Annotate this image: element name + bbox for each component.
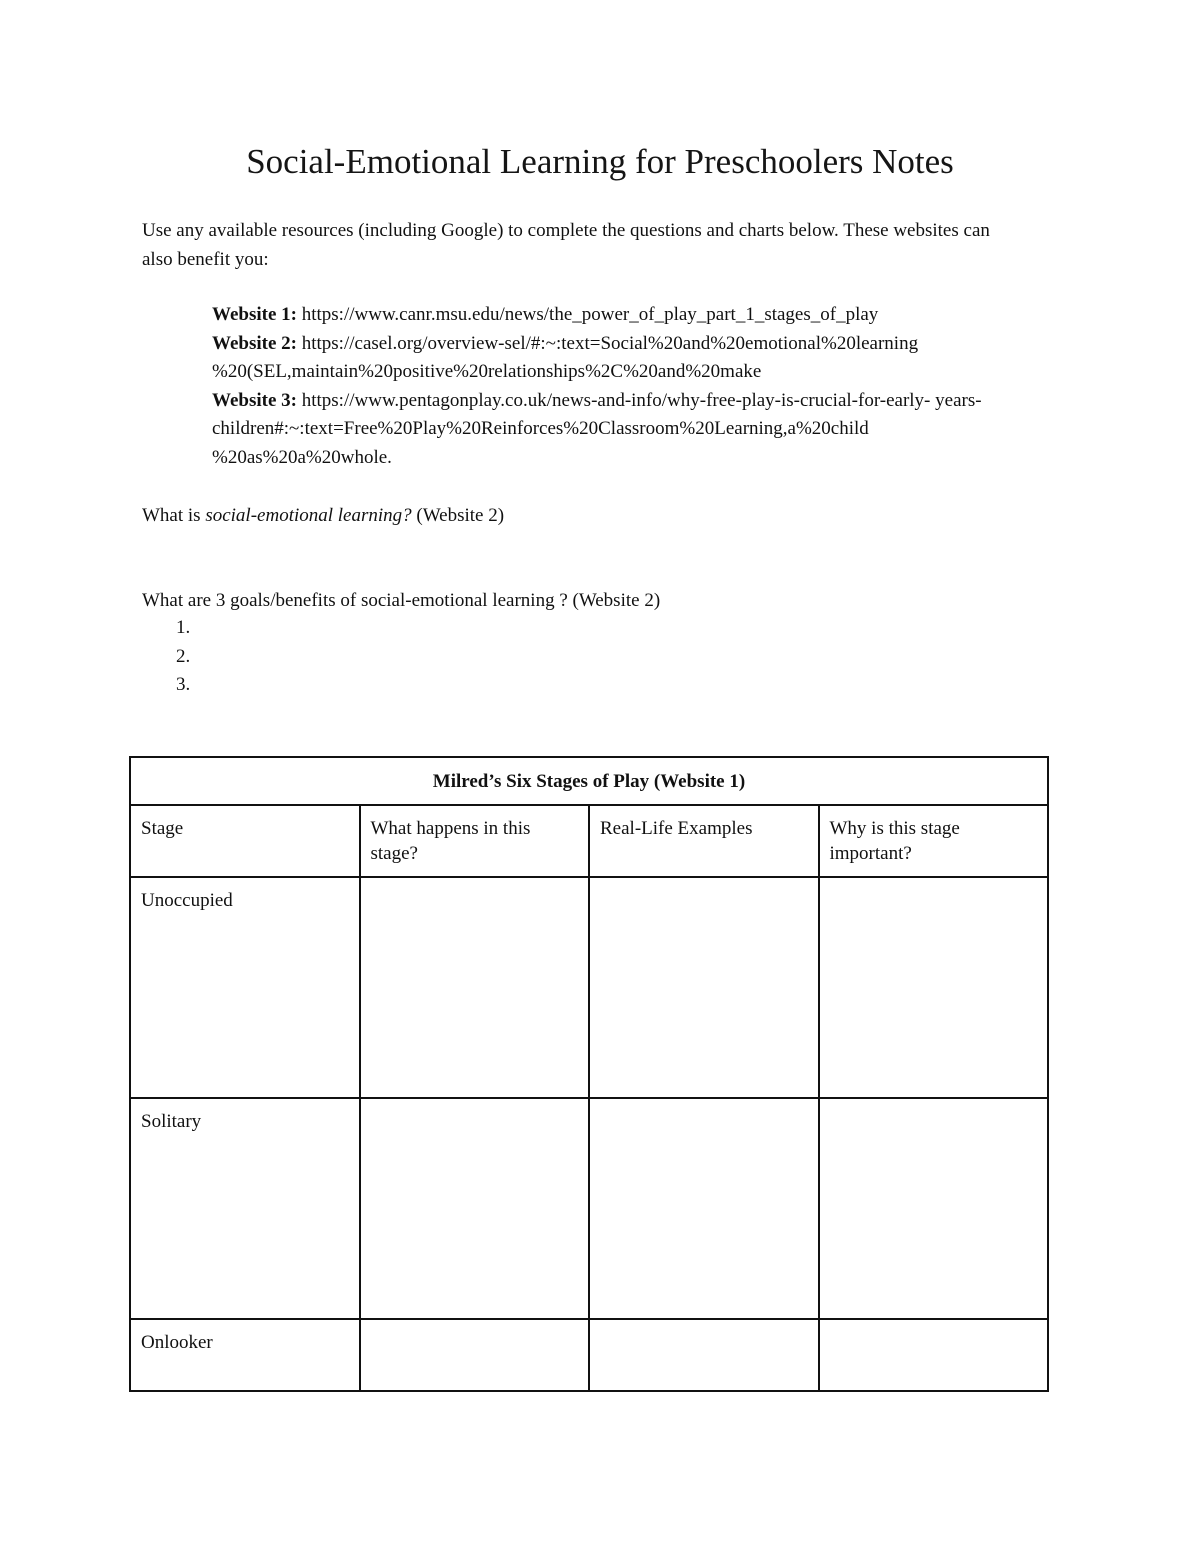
website-item	[212, 301, 1042, 330]
question-term: social-emotional learning?	[205, 505, 412, 526]
question-sel-definition	[142, 501, 1042, 530]
column-header-importance: Why is this stage important?	[819, 805, 1049, 877]
table-row	[130, 1098, 1048, 1319]
goals-list	[176, 614, 190, 700]
answer-cell[interactable]	[589, 877, 819, 1098]
table-row	[130, 877, 1048, 1098]
stages-of-play-table	[129, 756, 1049, 1392]
question-prefix: What is	[142, 505, 201, 526]
answer-cell[interactable]	[360, 1319, 590, 1391]
table-header-row	[130, 805, 1048, 877]
question-sel-goals: What are 3 goals/benefits of social-emotional learning ? (Website 2)	[142, 590, 661, 611]
website-label: Website 3:	[212, 389, 297, 411]
list-item: 1.	[176, 617, 191, 638]
stage-name-cell: Onlooker	[130, 1319, 360, 1391]
answer-cell[interactable]	[819, 1098, 1049, 1319]
website-item	[212, 387, 1042, 473]
stage-name-cell: Solitary	[130, 1098, 360, 1319]
website-url[interactable]: https://www.canr.msu.edu/news/the_power_of_play_part_1_stages_of_play	[301, 304, 879, 325]
website-item	[212, 330, 1042, 387]
column-header-stage: Stage	[130, 805, 360, 877]
list-item: 3.	[176, 674, 191, 695]
stage-name-cell: Unoccupied	[130, 877, 360, 1098]
website-list	[212, 301, 1042, 472]
website-url[interactable]: https://casel.org/overview-sel/#:~:text=Social%20and%20emotional%20learning %20(SEL,maintain%20positive%20relationships%2C%20and%20make	[212, 332, 919, 382]
website-label: Website 1:	[212, 304, 297, 325]
column-header-examples: Real-Life Examples	[589, 805, 819, 877]
website-url[interactable]: https://www.pentagonplay.co.uk/news-and-info/why-free-play-is-crucial-for-early- years-children#:~:text=Free%20Play%20Reinforces%20Classroom%20Learning,a%20child %20as%20a%20whole.	[212, 389, 982, 468]
table-caption: Milred’s Six Stages of Play (Website 1)	[130, 757, 1048, 805]
answer-cell[interactable]	[589, 1098, 819, 1319]
answer-cell[interactable]	[819, 1319, 1049, 1391]
answer-cell[interactable]	[360, 877, 590, 1098]
answer-cell[interactable]	[819, 877, 1049, 1098]
table-caption-row	[130, 757, 1048, 805]
answer-cell[interactable]	[589, 1319, 819, 1391]
column-header-what-happens: What happens in this stage?	[360, 805, 590, 877]
list-item: 2.	[176, 645, 191, 667]
website-label: Website 2:	[212, 332, 297, 354]
page-title: Social-Emotional Learning for Preschoolers Notes	[246, 142, 954, 181]
answer-cell[interactable]	[360, 1098, 590, 1319]
table-row	[130, 1319, 1048, 1391]
intro-paragraph: Use any available resources (including Google) to complete the questions and charts below. These websites can also benefit you:	[142, 220, 990, 270]
question-suffix: (Website 2)	[416, 505, 505, 526]
